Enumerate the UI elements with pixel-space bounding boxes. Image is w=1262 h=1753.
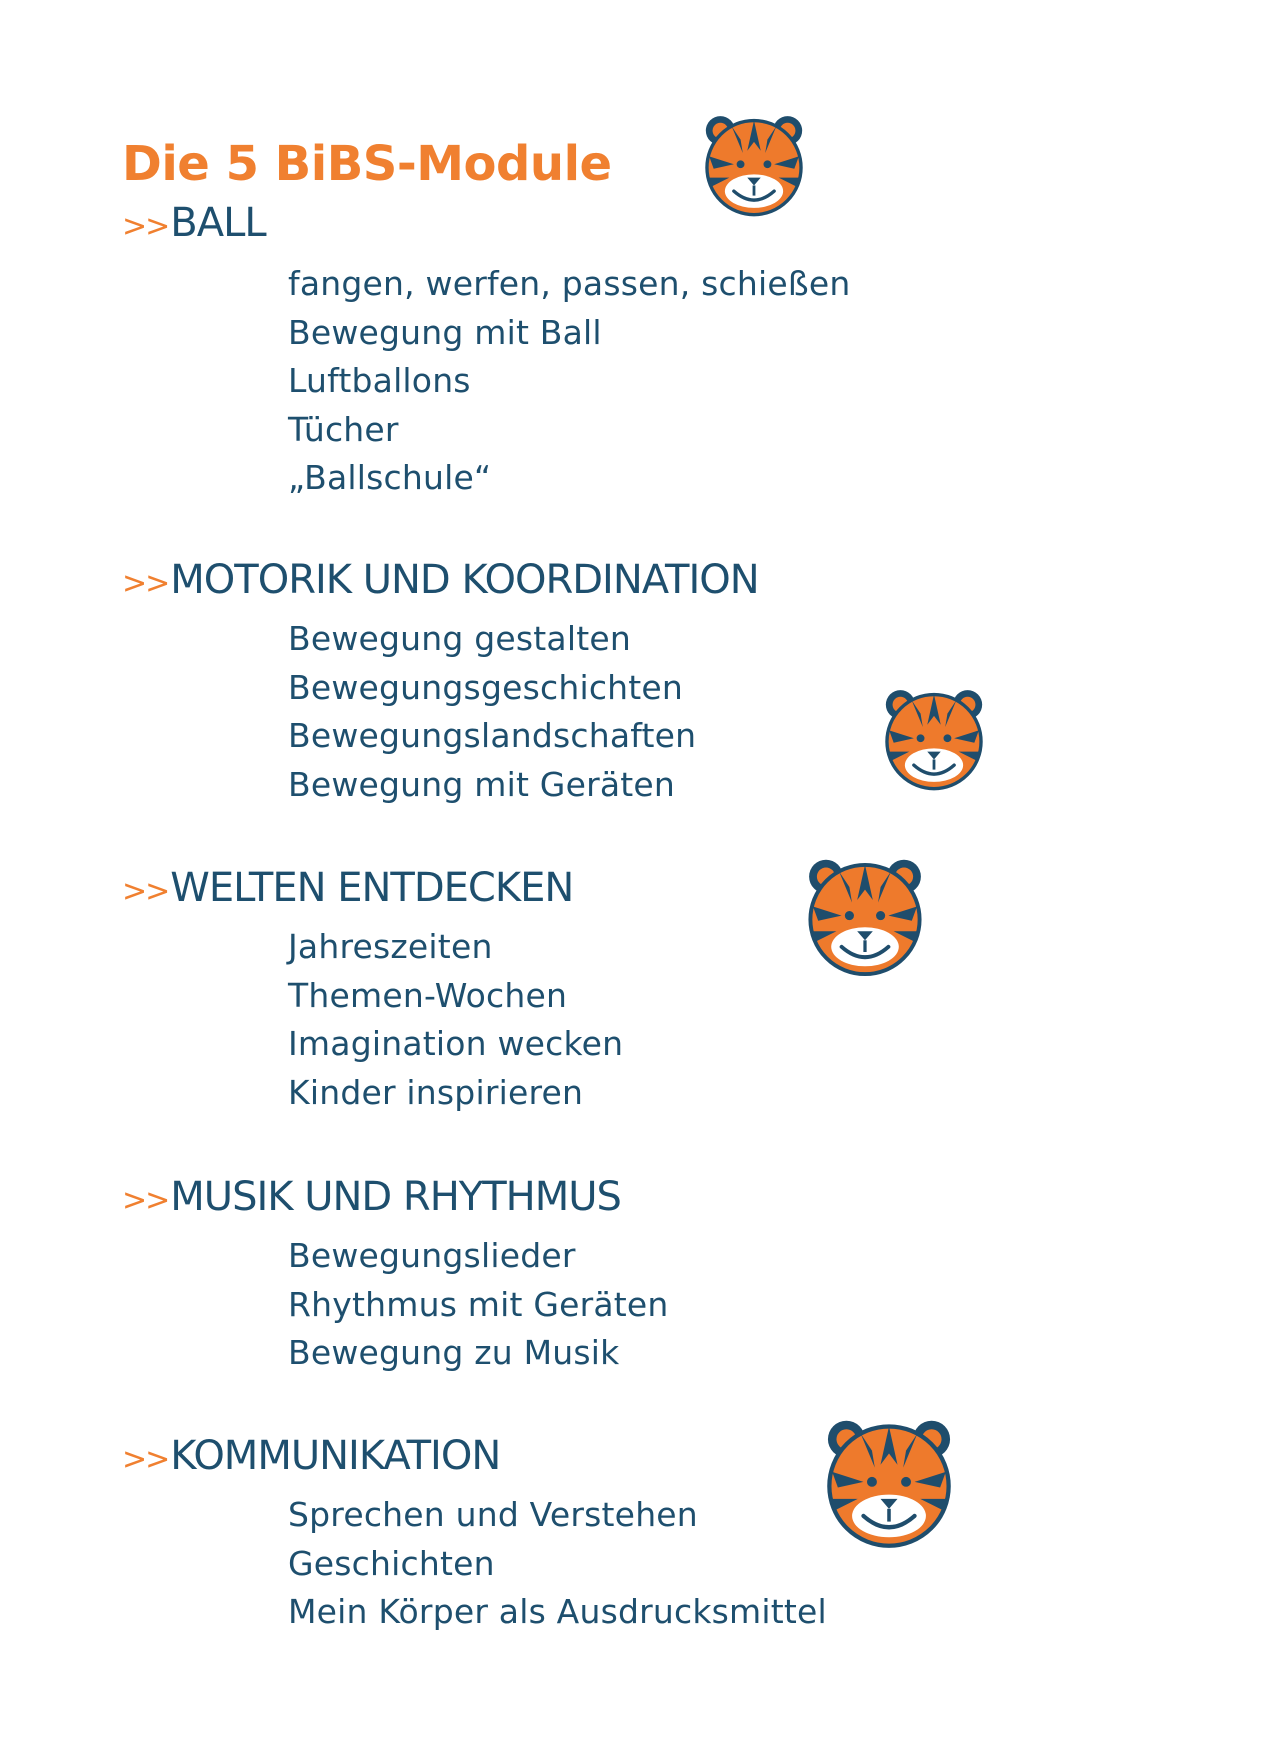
tiger-face-icon bbox=[800, 848, 930, 978]
list-item: Jahreszeiten bbox=[288, 927, 493, 966]
tiger-face-icon bbox=[818, 1408, 960, 1550]
list-item: Bewegungsgeschichten bbox=[288, 667, 684, 707]
list-item: Bewegung mit Geräten bbox=[288, 764, 676, 804]
heading-text: BALL bbox=[170, 200, 266, 246]
list-item: Luftballons bbox=[288, 361, 471, 400]
page-title: Die 5 BiBS-Module bbox=[122, 136, 612, 193]
list-item: Bewegungslieder bbox=[288, 1236, 576, 1275]
section-welten bbox=[122, 863, 1122, 1112]
section-motorik bbox=[122, 555, 1122, 804]
tiger-face-icon bbox=[698, 106, 810, 218]
section-heading bbox=[122, 1172, 1122, 1226]
list-item: Mein Körper als Ausdrucksmittel bbox=[288, 1592, 827, 1631]
tiger-face-icon bbox=[878, 680, 990, 792]
list-item: Rhythmus mit Geräten bbox=[288, 1284, 669, 1324]
heading-text: MUSIK UND RHYTHMUS bbox=[170, 1174, 621, 1220]
list-item: Geschichten bbox=[288, 1543, 495, 1583]
list-item: Bewegung gestalten bbox=[288, 619, 631, 658]
section-heading bbox=[122, 555, 1122, 609]
section-musik bbox=[122, 1172, 1122, 1372]
list-item: Themen-Wochen bbox=[288, 975, 568, 1015]
list-item: Bewegung mit Ball bbox=[288, 312, 602, 352]
list-item: Bewegungslandschaften bbox=[288, 716, 697, 755]
heading-prefix: >> bbox=[122, 1183, 169, 1218]
list-item: fangen, werfen, passen, schießen bbox=[288, 264, 851, 303]
section-ball bbox=[122, 198, 1122, 497]
item-list bbox=[288, 1491, 827, 1637]
heading-prefix: >> bbox=[122, 874, 169, 909]
heading-prefix: >> bbox=[122, 209, 169, 244]
list-item: Bewegung zu Musik bbox=[288, 1333, 620, 1372]
heading-prefix: >> bbox=[122, 566, 169, 601]
item-list bbox=[288, 260, 850, 503]
item-list bbox=[288, 923, 623, 1117]
heading-prefix: >> bbox=[122, 1442, 169, 1477]
item-list bbox=[288, 615, 696, 809]
list-item: Tücher bbox=[288, 409, 399, 449]
heading-text: WELTEN ENTDECKEN bbox=[170, 865, 574, 911]
heading-text: MOTORIK UND KOORDINATION bbox=[170, 557, 759, 603]
list-item: „Ballschule“ bbox=[288, 458, 492, 497]
section-heading bbox=[122, 198, 1122, 252]
list-item: Kinder inspirieren bbox=[288, 1072, 584, 1112]
heading-text: KOMMUNIKATION bbox=[170, 1433, 501, 1479]
list-item: Imagination wecken bbox=[288, 1024, 624, 1063]
item-list bbox=[288, 1232, 669, 1378]
section-heading bbox=[122, 1431, 1122, 1485]
section-kommunikation bbox=[122, 1431, 1122, 1631]
section-heading bbox=[122, 863, 1122, 917]
list-item: Sprechen und Verstehen bbox=[288, 1495, 698, 1534]
